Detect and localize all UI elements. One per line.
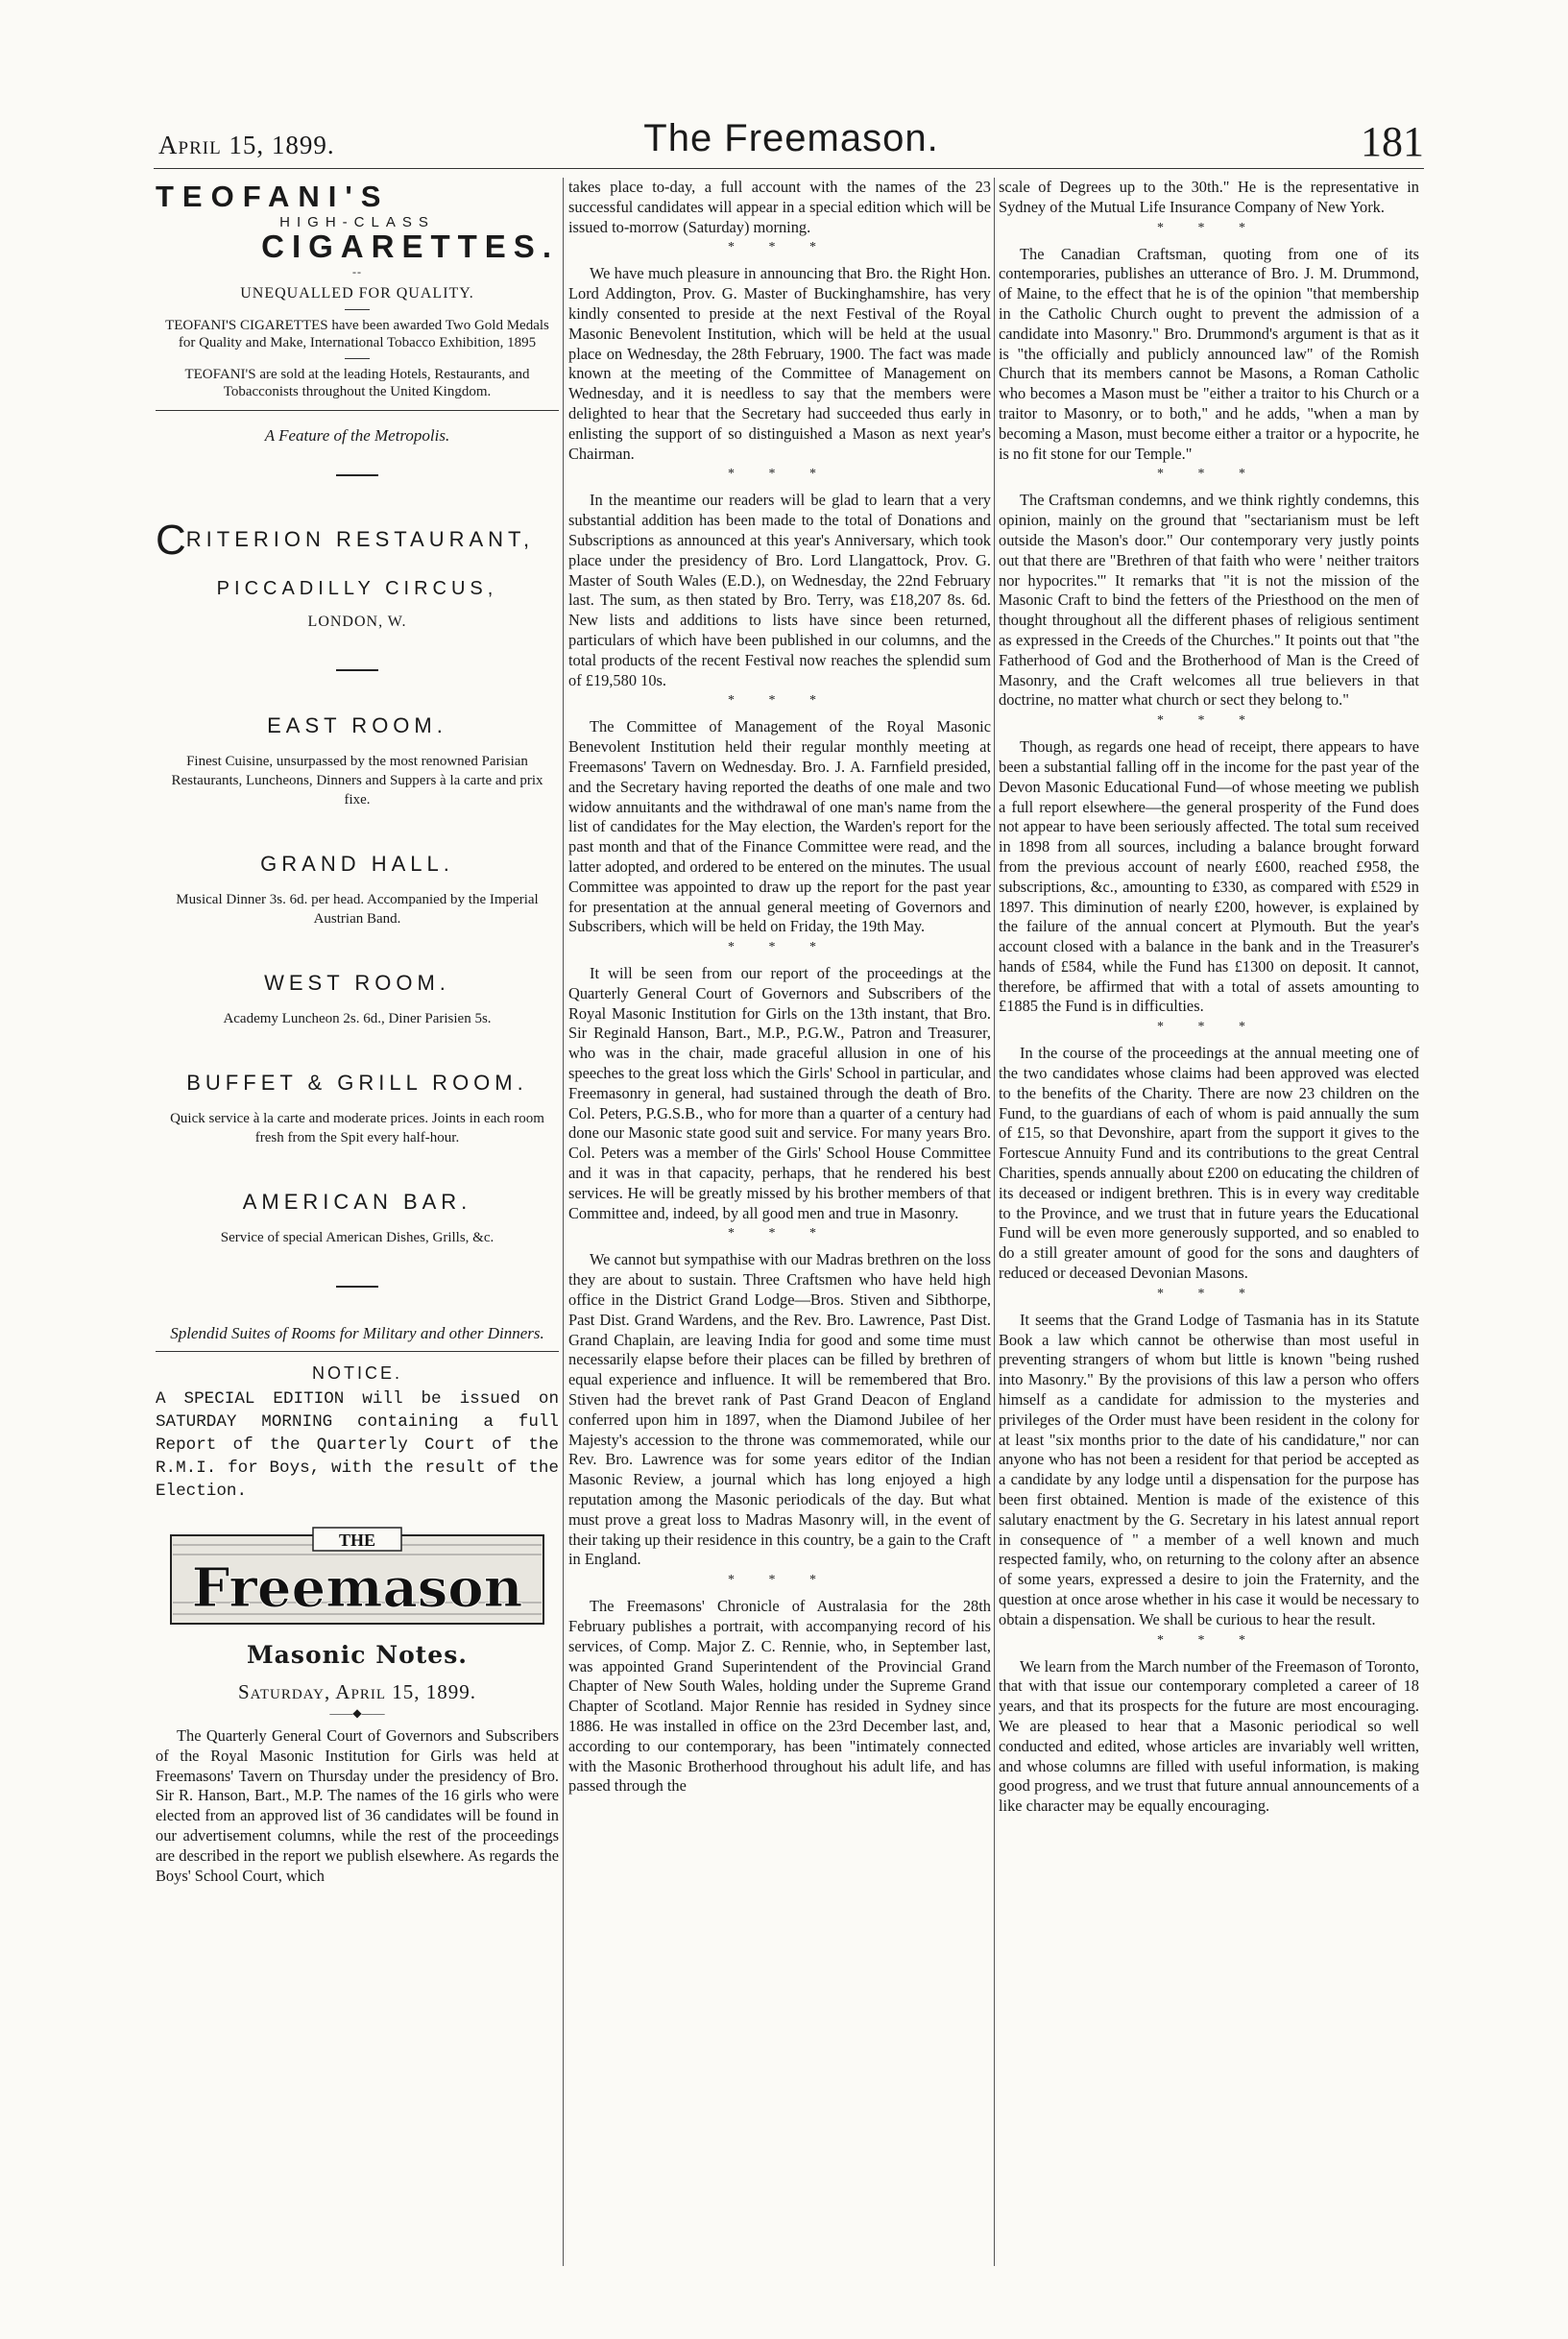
teofani-dash: -- bbox=[352, 265, 362, 278]
freemason-banner-art bbox=[169, 1526, 545, 1629]
column-1 bbox=[156, 178, 559, 1890]
header-rule bbox=[154, 168, 1424, 169]
room-name: BUFFET & GRILL ROOM. bbox=[186, 1071, 528, 1095]
banner-freemason: Freemason bbox=[191, 1556, 523, 1620]
stars-divider: * * * bbox=[728, 240, 832, 255]
criterion-address-2: LONDON, W. bbox=[307, 614, 407, 630]
criterion-initial: C bbox=[156, 517, 186, 564]
stars-divider: * * * bbox=[728, 1226, 832, 1242]
section-rule bbox=[156, 1351, 559, 1352]
article-paragraph: In the meantime our readers will be glad to learn that a very substantial addition has been made to the total of Donations and Subscriptions as announced at this year's Anniversary, which took place under the presidency of Bro. Lord Llangattock, Prov. G. Master of South Wales (E.D.), on Wednesday, the 22nd February last. The sum, as then stated by Bro. Terry, was £18,207 8s. 6d. New lists and additions to lists have since been returned, particulars of which have been published in our columns, and the total products of the recent Festival now reaches the splendid sum of £19,580 10s. bbox=[568, 491, 991, 689]
teofani-advert bbox=[156, 180, 559, 400]
teofani-title: TEOFANI'S bbox=[156, 180, 390, 213]
stars-divider: * * * bbox=[728, 1573, 832, 1588]
short-rule bbox=[336, 669, 378, 671]
teofani-text-sold: TEOFANI'S are sold at the leading Hotels, Restaurants, and Tobacconists throughout the United Kingdom. bbox=[184, 367, 530, 399]
criterion-feature: A Feature of the Metropolis. bbox=[264, 426, 450, 445]
article-paragraph: Though, as regards one head of receipt, there appears to have been a substantial falling off in the income for the past year of the Devon Masonic Educational Fund—of whose meeting we publish a full report elsewhere—the general prosperity of the Fund does not appear to have been seriously affected. The total sum received in 1898 from all sources, including a balance brought forward from the previous account of nearly £600, reached £958, the subscriptions, &c., amounting to £330, as compared with £529 in 1897. This diminution of nearly £200, however, is explained by the failure of the annual concert at Plymouth. But the year's account closed with a balance in the bank and in the Treasurer's hands of £584, while the Fund has £1300 on deposit. It cannot, therefore, be affirmed that with a total of assets amounting to £1885 the Fund is in difficulties. bbox=[999, 737, 1419, 1016]
stars-divider: * * * bbox=[1157, 1020, 1261, 1035]
article-paragraph: The Committee of Management of the Royal Masonic Benevolent Institution held their regular monthly meeting at Freemasons' Tavern on Wednesday. Bro. J. A. Farnfield presided, and the Secretary having reported the deaths of one male and two widow annuitants and the withdrawal of one man's name from the list of candidates for the May election, the Warden's report for the past month and that of the Finance Committee were read, and the latter adopted, and ordered to be entered on the minutes. The usual Committee was appointed to draw up the report for the past year for presentation at the annual general meeting of Governors and Subscribers, which will be held on Friday, the 19th May. bbox=[568, 717, 991, 936]
column-rule-1 bbox=[563, 178, 564, 2266]
article-paragraph: We learn from the March number of the Freemason of Toronto, that with that issue our contemporary completed a career of 18 years, and that its prospects for the future are most encouraging. We are pleased to hear that a Masonic periodical so well conducted and edited, whose articles are invariably well written, and whose columns are filled with useful information, is making good progress, and we trust that future annual announcements of a like character may be equally encouraging. bbox=[999, 1656, 1419, 1816]
page-header bbox=[158, 115, 1424, 165]
room-description: Finest Cuisine, unsurpassed by the most renowned Parisian Restaurants, Luncheons, Dinners and Suppers à la carte and prix fixe. bbox=[171, 754, 543, 808]
article-paragraph: It seems that the Grand Lodge of Tasmania has in its Statute Book a law which cannot be otherwise than most useful in preventing strangers of whom but little is known "being rushed into Masonry." By the provisions of this law a person who offers himself as a candidate for admission to the mysteries and privileges of the Order must have been resident in the colony for at least "six months prior to the date of his candidature," nor can anyone who has not been a resident for that period be accepted as a candidate by any lodge until a dispensation for the purpose has been first obtained. Mention is made of the existence of this salutary enactment by the G. Secretary in his latest annual report in consequence of " a member of a well known and much respected family, who, on returning to the colony after an absence of some years, expressed a desire to join the Fraternity, and the question at once arose whether in his case it would be necessary to obtain a dispensation. We shall be curious to hear the result. bbox=[999, 1310, 1419, 1628]
header-title: The Freemason. bbox=[643, 117, 939, 159]
article-paragraph: It will be seen from our report of the proceedings at the Quarterly General Court of Governors and Subscribers of the Royal Masonic Institution for Girls on the 13th instant, that Bro. Sir Reginald Hanson, Bart., M.P., P.G.W., Patron and Treasurer, who was in the chair, made graceful allusion in one of his speeches to the great loss which the Girls' School in particular, and Freemasonry in general, had sustained through the death of Bro. Col. Peters, P.G.S.B., who for more than a quarter of a century had done our Masonic state good suit and service. For many years Bro. Col. Peters was a member of the Girls' School House Committee and it was in that capacity, perhaps, that he rendered his best services. He will be greatly missed by his brother members of that Committee and, indeed, by all good men and true in Masonry. bbox=[568, 964, 991, 1222]
criterion-room bbox=[156, 852, 559, 928]
stars-divider: * * * bbox=[1157, 467, 1261, 482]
column-rule-2 bbox=[994, 178, 995, 2266]
notice-heading: NOTICE. bbox=[311, 1363, 402, 1383]
notice-text: A SPECIAL EDITION will be issued on SATURDAY MORNING containing a full Report of the Quarterly Court of the R.M.I. for Boys, with the result of the Election. bbox=[156, 1389, 559, 1501]
criterion-room bbox=[156, 713, 559, 809]
banner-the: THE bbox=[338, 1531, 376, 1550]
article-paragraph: We have much pleasure in announcing that Bro. the Right Hon. Lord Addington, Prov. G. Master of Buckinghamshire, has very kindly consented to preside at the next Festival of the Royal Masonic Benevolent Institution, which will be held at the usual place on Wednesday, the 28th February, 1900. The fact was made known at the meeting of the Committee of Management on Wednesday, and it is needless to say that the members were delighted to hear that the Secretary had succeeded thus early in enlisting the support of so distinguished a Mason as next year's Chairman. bbox=[568, 264, 991, 463]
teofani-cigarettes: CIGARETTES. bbox=[261, 229, 559, 264]
section-title: Masonic Notes. bbox=[247, 1641, 468, 1669]
criterion-room bbox=[156, 1071, 559, 1147]
section-date: Saturday, April 15, 1899. bbox=[238, 1680, 476, 1703]
criterion-name bbox=[156, 517, 559, 565]
column-2 bbox=[568, 178, 991, 1800]
short-rule bbox=[336, 1286, 378, 1288]
stars-divider: * * * bbox=[1157, 1632, 1261, 1648]
criterion-advert bbox=[156, 424, 559, 1345]
article-paragraph: The Craftsman condemns, and we think rightly condemns, this opinion, mainly on the ground that "sectarianism must be left outside the Mason's door." Our contemporary very justly points out that there are "Brethren of that faith who were ' neither traitors nor hypocrites.'" It remarks that "it is not the mission of the Masonic Craft to bind the fetters of the Priesthood on the men of thought throughout all the different phases of religious sentiment as expressed in the Creeds of the Churches." It points out that "the Fatherhood of God and the Brotherhood of Man is the Creed of Masonry, and the Craft welcomes all true believers in that doctrine, no matter what church or sect they belong to." bbox=[999, 491, 1419, 710]
teofani-tagline: UNEQUALLED FOR QUALITY. bbox=[240, 285, 474, 301]
room-description: Service of special American Dishes, Grills, &c. bbox=[220, 1230, 495, 1245]
room-description: Quick service à la carte and moderate prices. Joints in each room fresh from the Spit every half-hour. bbox=[170, 1111, 544, 1145]
stars-divider: * * * bbox=[1157, 1286, 1261, 1301]
stars-divider: * * * bbox=[728, 467, 832, 482]
stars-divider: * * * bbox=[1157, 713, 1261, 729]
freemason-banner bbox=[169, 1526, 545, 1629]
article-paragraph: The Quarterly General Court of Governors and Subscribers of the Royal Masonic Institution for Girls was held at Freemasons' Tavern on Thursday under the presidency of Bro. Sir R. Hanson, Bart., M.P. The names of the 16 girls who were elected from an approved list of 36 candidates will be found in our advertisement columns, while the rest of the proceedings are described in the report we publish elsewhere. As regards the Boys' School Court, which bbox=[156, 1726, 559, 1885]
room-name: EAST ROOM. bbox=[267, 713, 447, 737]
criterion-name-rest: RITERION RESTAURANT, bbox=[185, 527, 535, 551]
header-date: April 15, 1899. bbox=[158, 131, 335, 159]
criterion-address-1: PICCADILLY CIRCUS, bbox=[216, 578, 498, 599]
criterion-suites: Splendid Suites of Rooms for Military and other Dinners. bbox=[170, 1324, 544, 1342]
teofani-subtitle: HIGH-CLASS bbox=[279, 214, 435, 230]
room-description: Academy Luncheon 2s. 6d., Diner Parisien 5s. bbox=[223, 1011, 492, 1026]
section-rule bbox=[156, 410, 559, 411]
stars-divider: * * * bbox=[728, 940, 832, 955]
header-page-number: 181 bbox=[1361, 118, 1424, 165]
article-paragraph: We cannot but sympathise with our Madras brethren on the loss they are about to sustain. Three Craftsmen who have held high office in the District Grand Lodge—Bros. Stiven and Sibthorpe, Past Dist. Grand Wardens, and the Rev. Bro. Lawrence, Past Dist. Grand Chaplain, are leaving India for good and some time must necessarily elapse before their places can be filled by brethren of equal experience and influence. It will be remembered that Bro. Stiven had the brevet rank of Past Grand Deacon of England conferred upon him in 1897, when the Diamond Jubilee of her Majesty's accession to the throne was commemorated, while our Rev. Bro. Lawrence was for some years editor of the Indian Masonic Review, a journal which has long enjoyed a high reputation among the Masonic periodicals of the day. But what must prove a great loss to Madras Masonry will, in the event of their taking up their residence in this country, be a gain to the Craft in England. bbox=[568, 1250, 991, 1569]
stars-divider: * * * bbox=[1157, 220, 1261, 235]
divider bbox=[345, 358, 370, 359]
room-description: Musical Dinner 3s. 6d. per head. Accompanied by the Imperial Austrian Band. bbox=[176, 892, 539, 927]
room-name: GRAND HALL. bbox=[260, 852, 454, 876]
article-paragraph: takes place to-day, a full account with the names of the 23 successful candidates will appear in a special edition which will be issued to-morrow (Saturday) morning. bbox=[568, 178, 991, 236]
room-name: WEST ROOM. bbox=[264, 971, 450, 995]
article-paragraph: The Freemasons' Chronicle of Australasia for the 28th February publishes a portrait, with accompanying record of his services, of Comp. Major Z. C. Rennie, who, in September last, was appointed Grand Superintendent of the Provincial Grand Chapter of New South Wales, holding under the Supreme Grand Chapter of Scotland. Major Rennie has resided in Sydney since 1886. He was installed in office on the 23rd December last, and, according to our contemporary, has been "intimately connected with the Masonic Brotherhood throughout his adult life, and has passed through the bbox=[568, 1597, 991, 1796]
divider bbox=[345, 309, 370, 310]
stars-divider: * * * bbox=[728, 693, 832, 709]
short-rule bbox=[336, 474, 378, 476]
criterion-room bbox=[156, 971, 559, 1028]
article-paragraph: The Canadian Craftsman, quoting from one of its contemporaries, publishes an utterance of Bro. J. M. Drummond, of Maine, to the effect that he is of the opinion "that membership in the Catholic Church ought to prevent the admission of a candidate into Masonry." Bro. Drummond's argument is that as it is "the officially and publicly announced law" of the Romish Church that its members cannot be Masons, a Roman Catholic who becomes a Mason must be "either a traitor to his Church or a traitor to Masonry, or to both," and he adds, "when a man by becoming a Mason, must become either a traitor or a hypocrite, he is no fit stone for our Temple." bbox=[999, 244, 1419, 463]
column-3 bbox=[999, 178, 1419, 1821]
criterion-room bbox=[156, 1190, 559, 1247]
room-name: AMERICAN BAR. bbox=[242, 1190, 472, 1214]
ornament: ——◆—— bbox=[329, 1706, 385, 1720]
article-paragraph: scale of Degrees up to the 30th." He is the representative in Sydney of the Mutual Life Insurance Company of New York. bbox=[999, 178, 1419, 216]
article-paragraph: In the course of the proceedings at the annual meeting one of the two candidates whose claims had been approved was elected to the benefits of the Charity. There are now 23 children on the Fund, to the guardians of each of whom is paid annually the sum of £15, so that Devonshire, apart from the support it gives to the Fortescue Annuity Fund and its contributions to the great Central Charities, spends annually about £200 on educating the children of its deceased or indigent brethren. This is in every way creditable to the Province, and we trust that in future years the Educational Fund will be even more generously supported, and so enabled to do a still greater amount of good for the sons and daughters of reduced or deceased Devonian Masons. bbox=[999, 1044, 1419, 1283]
teofani-text-medals: TEOFANI'S CIGARETTES have been awarded Two Gold Medals for Quality and Make, International Tobacco Exhibition, 1895 bbox=[165, 318, 549, 350]
